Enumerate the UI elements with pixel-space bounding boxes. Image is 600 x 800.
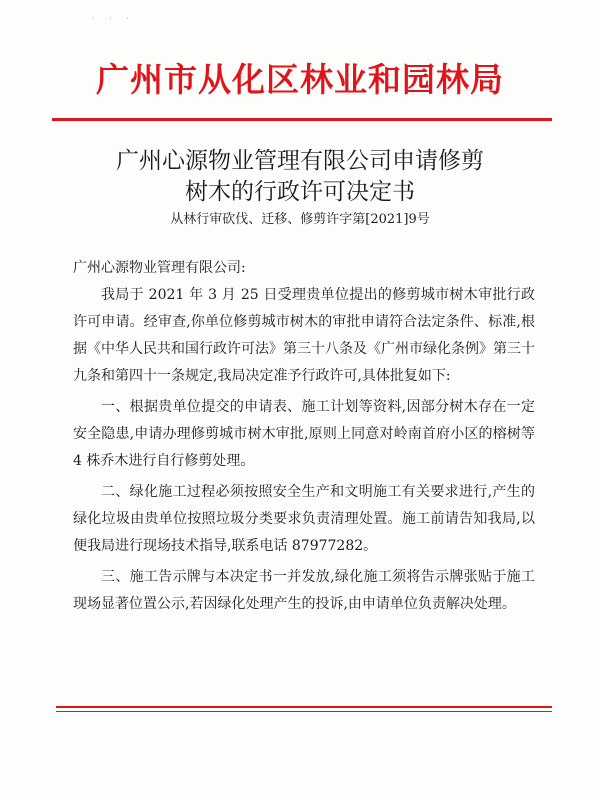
scan-artifact-dots: · · · (92, 14, 135, 23)
document-title-line-1: 广州心源物业管理有限公司申请修剪 (116, 148, 484, 174)
red-divider-bottom-thin (56, 711, 552, 712)
recipient-line: 广州心源物业管理有限公司: (73, 260, 246, 276)
body-paragraph-intro: 我局于 2021 年 3 月 25 日受理贵单位提出的修剪城市树木审批行政许可申请。经审查,你单位修剪城市树木的审批申请符合法定条件、标准,根据《中华人民共和国行政许可法》第三十八条及《广州市绿化条例》第三十九条和第四十一条规定,我局决定准予行政许可,具体批复如下: (73, 287, 535, 384)
body-paragraph-item-2: 二、绿化施工过程必须按照安全生产和文明施工有关要求进行,产生的绿化垃圾由贵单位按照垃圾分类要求负责清理处置。施工前请告知我局,以便我局进行现场技术指导,联系电话 87977282。 (73, 484, 535, 554)
body-paragraph-item-1: 一、根据贵单位提交的申请表、施工计划等资料,因部分树木存在一定安全隐患,申请办理修剪城市树木审批,原则上同意对岭南首府小区的榕树等 4 株乔木进行自行修剪处理。 (73, 399, 535, 469)
document-number: 从林行审砍伐、迁移、修剪许字第[2021]9号 (170, 212, 430, 227)
red-divider-top (52, 118, 552, 121)
agency-header-title: 广州市从化区林业和园林局 (96, 60, 504, 99)
document-title-line-2: 树木的行政许可决定书 (185, 179, 415, 205)
body-paragraph-item-3: 三、施工告示牌与本决定书一并发放,绿化施工须将告示牌张贴于施工现场显著位置公示,若因绿化处理产生的投诉,由申请单位负责解决处理。 (73, 569, 535, 612)
red-divider-bottom (56, 706, 552, 708)
document-body (73, 282, 535, 622)
document-title (0, 146, 600, 208)
